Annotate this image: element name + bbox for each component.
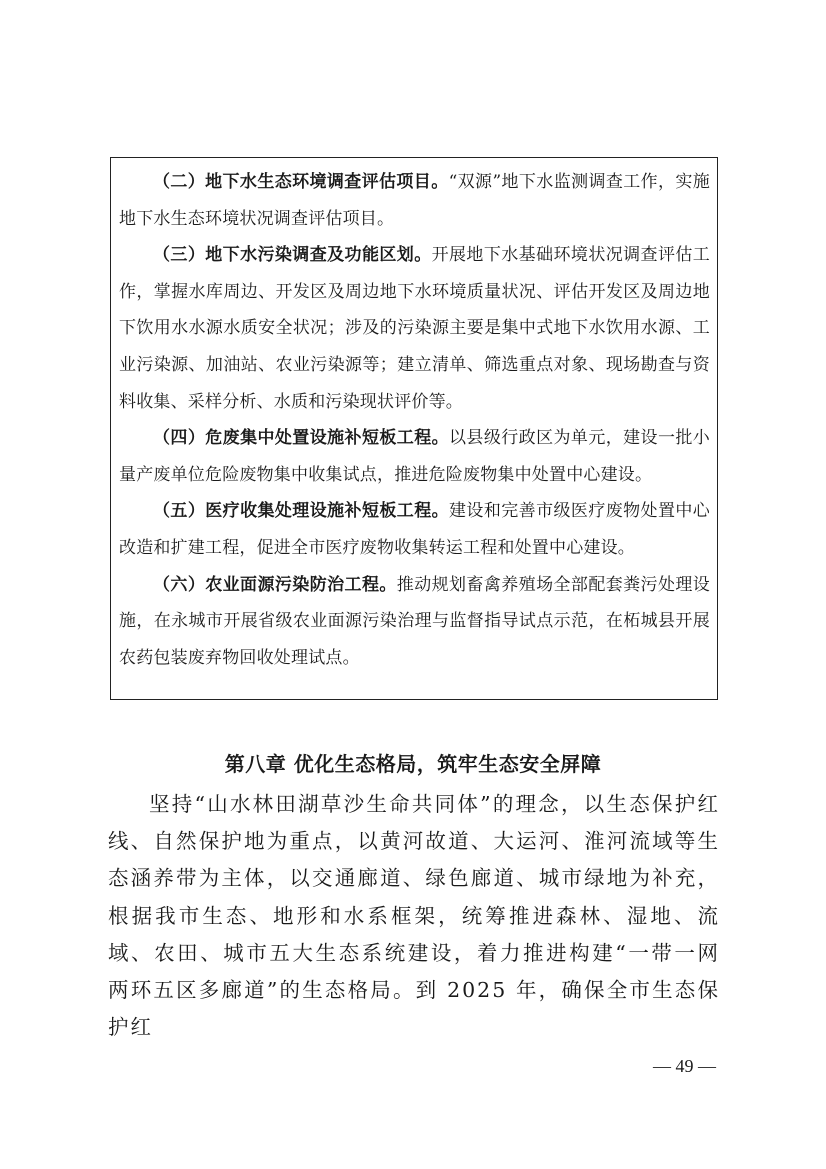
project-heading: （二）地下水生态环境调查评估项目。: [153, 172, 449, 192]
project-item: [119, 567, 710, 677]
project-box: [110, 157, 718, 700]
project-text: 开展地下水基础环境状况调查评估工作，掌握水库周边、开发区及周边地下水环境质量状况、评估开发区及周边地下饮用水水源水质安全状况；涉及的污染源主要是集中式地下水饮用水源、工业污染源、加油站、农业污染源等；建立清单、筛选重点对象、现场勘查与资料收集、采样分析、水质和污染现状评价等。: [119, 245, 710, 412]
project-item: [119, 237, 710, 420]
project-item: [119, 420, 710, 493]
project-item: [119, 164, 710, 237]
project-text: 以县级行政区为单元，建设一批小量产废单位危险废物集中收集试点，推进危险废物集中处置中心建设。: [119, 428, 710, 485]
project-heading: （四）危废集中处置设施补短板工程。: [153, 428, 450, 449]
project-heading: （三）地下水污染调查及功能区划。: [153, 245, 432, 266]
project-item: [119, 493, 710, 566]
project-text: 推动规划畜禽养殖场全部配套粪污处理设施，在永城市开展省级农业面源污染治理与监督指导试点示范，在柘城县开展农药包装废弃物回收处理试点。: [119, 574, 710, 668]
project-text: “双源”地下水监测调查工作，实施地下水生态环境状况调查评估项目。: [119, 172, 710, 229]
chapter-title: 第八章 优化生态格局，筑牢生态安全屏障: [224, 752, 602, 776]
body-paragraph: 坚持“山水林田湖草沙生命共同体”的理念，以生态保护红线、自然保护地为重点，以黄河故道、大运河、淮河流域等生态涵养带为主体，以交通廊道、绿色廊道、城市绿地为补充，根据我市生态、地形和水系框架，统筹推进森林、湿地、流域、农田、城市五大生态系统建设，着力推进构建“一带一网两环五区多廊道”的生态格局。到 2025 年，确保全市生态保护红: [108, 792, 720, 1040]
project-heading: （五）医疗收集处理设施补短板工程。: [153, 501, 450, 522]
page-number: — 49 —: [653, 1056, 716, 1076]
project-text: 建设和完善市级医疗废物处置中心改造和扩建工程，促进全市医疗废物收集转运工程和处置中心建设。: [119, 501, 710, 558]
project-heading: （六）农业面源污染防治工程。: [153, 574, 397, 595]
